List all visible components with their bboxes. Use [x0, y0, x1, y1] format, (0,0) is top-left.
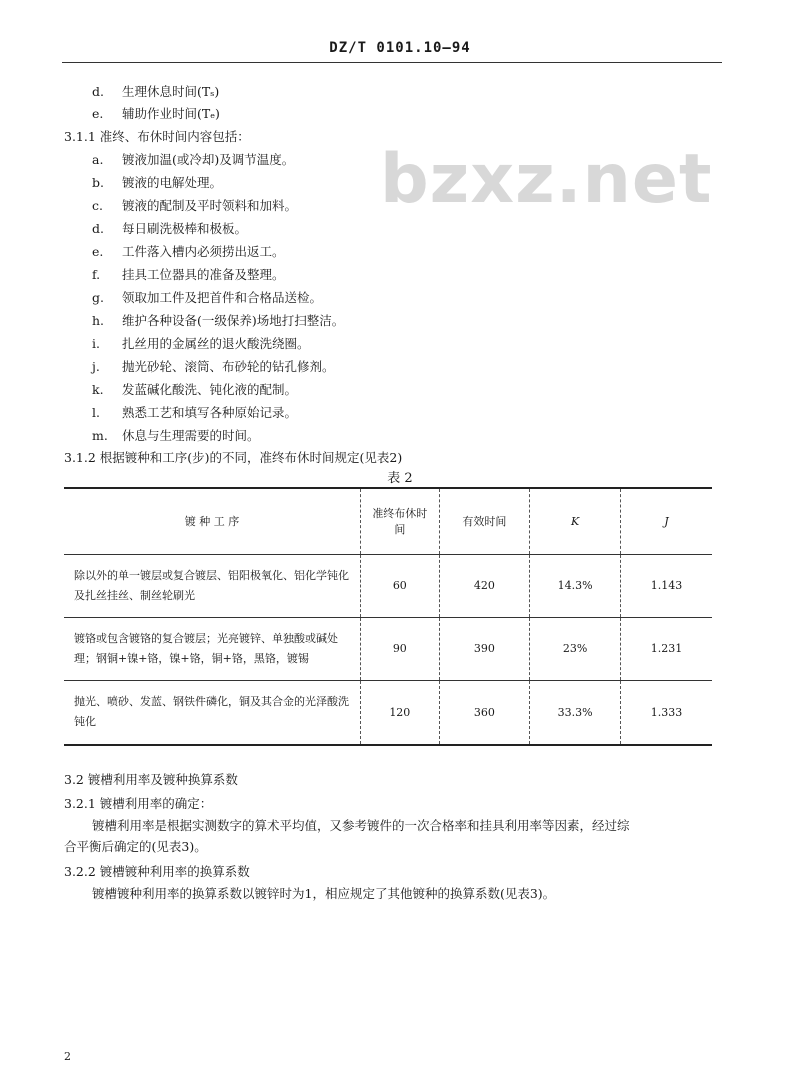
section-3-2-1-para-line-2: 合平衡后确定的(见表3)。 — [64, 839, 207, 854]
cell-j: 1.333 — [620, 680, 712, 745]
list-item-letter: d. — [92, 84, 104, 99]
list-item-letter: e. — [92, 106, 104, 121]
section-3-2-1-para-line-1: 镀槽利用率是根据实测数字的算术平均值，又参考镀件的一次合格率和挂具利用率等因素，经过综 — [92, 818, 630, 833]
section-3-2-2-heading: 3.2.2 镀槽镀种利用率的换算系数 — [64, 864, 250, 879]
list-item-text: 领取加工件及把首件和合格品送检。 — [122, 290, 323, 305]
header-rule — [62, 62, 722, 63]
table-row — [64, 554, 712, 617]
watermark: bzxz.net — [380, 140, 713, 219]
table-2 — [64, 487, 712, 746]
header-k: K — [530, 488, 621, 554]
list-item-text: 抛光砂轮、滚筒、布砂轮的钻孔修剂。 — [122, 359, 335, 374]
list-item-h — [92, 311, 344, 329]
list-item-text: 镀液的配制及平时领料和加料。 — [122, 198, 298, 213]
list-item-e2 — [92, 242, 285, 260]
list-item-text: 生理休息时间(Tₛ) — [122, 84, 220, 99]
list-item-i — [92, 334, 310, 352]
cell-effective-time: 420 — [439, 554, 530, 617]
list-item-text: 熟悉工艺和填写各种原始记录。 — [122, 405, 298, 420]
list-item-letter: d. — [92, 221, 104, 236]
cell-prep-rest-time: 60 — [361, 554, 439, 617]
list-item-letter: j. — [92, 359, 100, 374]
standard-code-header: DZ/T 0101.10—94 — [329, 40, 471, 56]
list-item-j — [92, 357, 335, 375]
list-item-letter: a. — [92, 152, 104, 167]
cell-effective-time: 390 — [439, 617, 530, 680]
header-prep-rest-time: 准终布休时间 — [361, 488, 439, 554]
cell-k: 23% — [530, 617, 621, 680]
list-item-letter: f. — [92, 267, 101, 282]
list-item-text: 维护各种设备(一级保养)场地打扫整洁。 — [122, 313, 345, 328]
list-item-text: 镀液的电解处理。 — [122, 175, 223, 190]
page-number: 2 — [64, 1050, 71, 1063]
header-j: J — [620, 488, 712, 554]
list-item-letter: e. — [92, 244, 104, 259]
list-item-text: 发蓝碱化酸洗、钝化液的配制。 — [122, 382, 298, 397]
cell-prep-rest-time: 90 — [361, 617, 439, 680]
list-item-c — [92, 196, 297, 214]
cell-j: 1.231 — [620, 617, 712, 680]
cell-process: 镀铬或包含镀铬的复合镀层；光亮镀锌、单独酸或碱处理；钢铜+镍+铬，镍+铬，铜+铬，黑铬，镀锡 — [74, 631, 338, 665]
list-item-g — [92, 288, 322, 306]
header-process: 镀 种 工 序 — [184, 515, 240, 529]
list-item-text: 挂具工位器具的准备及整理。 — [122, 267, 285, 282]
list-item-k — [92, 380, 297, 398]
list-item-letter: m. — [92, 428, 108, 443]
table-row — [64, 680, 712, 745]
list-item-e — [92, 104, 220, 122]
list-item-letter: i. — [92, 336, 100, 351]
table-header-row — [64, 488, 712, 554]
section-3-2-2-para: 镀槽镀种利用率的换算系数以镀锌时为1，相应规定了其他镀种的换算系数(见表3)。 — [92, 886, 556, 901]
list-item-text: 镀液加温(或冷却)及调节温度。 — [122, 152, 295, 167]
list-item-letter: h. — [92, 313, 105, 328]
list-item-a — [92, 150, 294, 168]
cell-k: 33.3% — [530, 680, 621, 745]
section-3-1-2-heading: 3.1.2 根据镀种和工序(步)的不同，准终布休时间规定(见表2) — [64, 450, 403, 465]
list-item-letter: c. — [92, 198, 103, 213]
section-3-2-1-heading: 3.2.1 镀槽利用率的确定： — [64, 796, 213, 811]
cell-process: 抛光、喷砂、发蓝、钢铁件磷化，铜及其合金的光泽酸洗钝化 — [74, 695, 349, 729]
list-item-text: 工件落入槽内必须捞出返工。 — [122, 244, 285, 259]
section-3-2-heading: 3.2 镀槽利用率及镀种换算系数 — [64, 772, 238, 787]
list-item-text: 辅助作业时间(Tₑ) — [122, 106, 220, 121]
table-2-title: 表 2 — [387, 471, 413, 486]
cell-k: 14.3% — [530, 554, 621, 617]
cell-j: 1.143 — [620, 554, 712, 617]
cell-effective-time: 360 — [439, 680, 530, 745]
table-row — [64, 617, 712, 680]
list-item-letter: k. — [92, 382, 104, 397]
list-item-letter: b. — [92, 175, 104, 190]
list-item-l — [92, 403, 297, 421]
list-item-letter: l. — [92, 405, 100, 420]
list-item-d — [92, 82, 219, 100]
list-item-f — [92, 265, 285, 283]
list-item-m — [92, 426, 260, 444]
list-item-text: 每日刷洗极棒和极板。 — [122, 221, 248, 236]
list-item-d2 — [92, 219, 247, 237]
header-effective-time: 有效时间 — [439, 488, 530, 554]
list-item-text: 扎丝用的金属丝的退火酸洗绕圈。 — [122, 336, 310, 351]
section-3-1-1-heading: 3.1.1 准终、布休时间内容包括： — [64, 129, 250, 144]
cell-prep-rest-time: 120 — [361, 680, 439, 745]
list-item-b — [92, 173, 222, 191]
cell-process: 除以外的单一镀层或复合镀层、铝阳极氧化、铝化学钝化及扎丝挂丝、制丝轮刷光 — [74, 568, 349, 602]
list-item-text: 休息与生理需要的时间。 — [122, 428, 260, 443]
list-item-letter: g. — [92, 290, 104, 305]
